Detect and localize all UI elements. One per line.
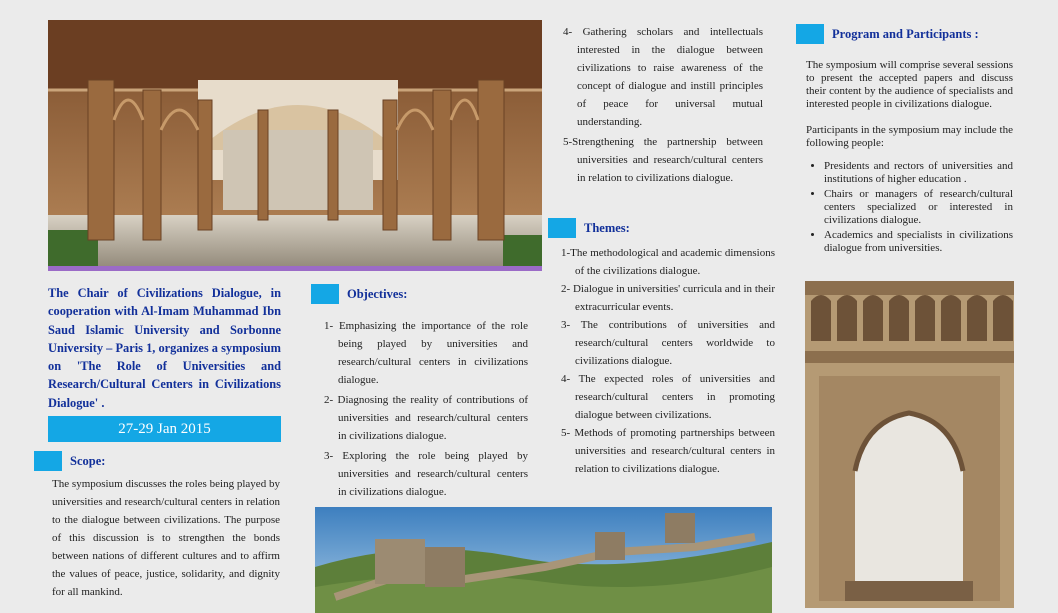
participant-item: • Chairs or managers of research/cultural centers specialized or interested in civilizations dialogue. (824, 188, 1013, 227)
heading-marker (34, 451, 62, 471)
objective-item: 1- Emphasizing the importance of the role being played by universities and research/cultural centers in civilizations dialogue. (324, 320, 528, 386)
program-text: The symposium will comprise several sessions to present the accepted papers and discuss their content by the audience of specialists and interested people in civilizations dialogue. (806, 59, 1013, 110)
participants-text: Participants in the symposium may include the following people: (806, 124, 1013, 149)
theme-item: 3- The contributions of universities and research/cultural centers worldwide to civilizations dialogue. (561, 319, 775, 367)
heading-marker (796, 24, 824, 44)
program-title: Program and Participants : (832, 26, 979, 41)
objectives-list-a (324, 317, 528, 501)
great-wall-photo (315, 507, 772, 613)
participant-item: • Academics and specialists in civilizations dialogue from universities. (824, 229, 1013, 255)
themes-title: Themes: (584, 220, 630, 235)
objectives-heading (311, 284, 407, 304)
program-heading (796, 24, 979, 44)
objectives-list-b (563, 23, 763, 187)
objective-item: 5-Strengthening the partnership between universities and research/cultural centers in relation to civilizations dialogue. (563, 136, 763, 184)
scope-text: The symposium discusses the roles being played by universities and research/cultural centers in relation to the dialogue between civilizations. The purpose of this discussion is to strengthen the bonds between nations of different cultures and to affirm the values of peace, justice, solidarity, and dignity for all mankind. (52, 478, 280, 598)
heading-marker (311, 284, 339, 304)
objective-item: 2- Diagnosing the reality of contributions of universities and research/cultural centers in civilizations dialogue. (324, 394, 528, 442)
objectives-title: Objectives: (347, 286, 408, 301)
participant-item: • Presidents and rectors of universities and institutions of higher education . (824, 160, 1013, 186)
objective-item: 3- Exploring the role being played by universities and research/cultural centers in civilizations dialogue. (324, 450, 528, 498)
theme-item: 1-The methodological and academic dimensions of the civilizations dialogue. (561, 247, 775, 277)
objective-item: 4- Gathering scholars and intellectuals interested in the dialogue between civilizations to raise awareness of the concept of dialogue and instill principles of peace for universal mutual understanding. (563, 26, 763, 128)
theme-item: 2- Dialogue in universities' curricula and in their extracurricular events. (561, 283, 775, 313)
date-banner: 27-29 Jan 2015 (48, 416, 281, 442)
theme-item: 4- The expected roles of universities and research/cultural centers in promoting dialogue between civilizations. (561, 373, 775, 421)
heading-marker (548, 218, 576, 238)
scope-title: Scope: (70, 453, 106, 468)
intro-text: The Chair of Civilizations Dialogue, in cooperation with Al-Imam Muhammad Ibn Saud Islamic University and Sorbonne University – Paris 1, organizes a symposium on 'The Role of Universities and Research/Cultural Centers in Civilizations Dialogue' . (48, 286, 282, 410)
themes-list (561, 244, 775, 478)
participants-list (806, 160, 1013, 255)
theme-item: 5- Methods of promoting partnerships between universities and research/cultural centers in relation to civilizations dialogue. (561, 427, 775, 475)
carved-arch-photo (805, 281, 1014, 608)
scope-heading (34, 451, 105, 471)
themes-heading (548, 218, 630, 238)
alhambra-courtyard-photo (48, 20, 542, 271)
